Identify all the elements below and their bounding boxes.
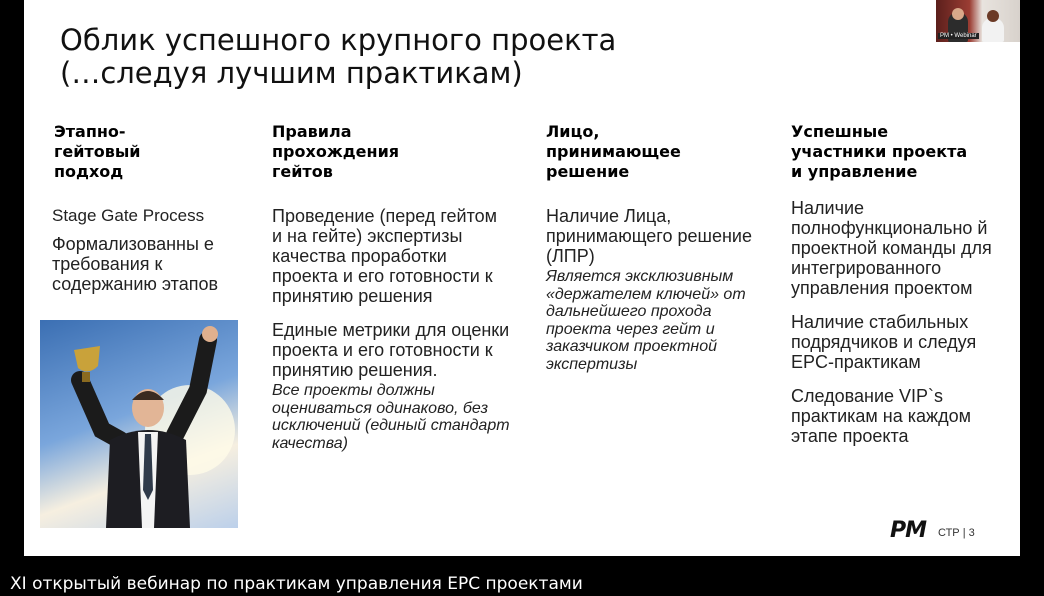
column-text: Наличие стабильных подрядчиков и следуя EPC-практикам [791,312,977,372]
column-decision-maker [546,122,766,373]
slide-title-line2: (…следуя лучшим практикам) [60,56,523,90]
column-heading: Лицо, принимающее решение [546,122,681,181]
pm-logo: PM [890,518,927,543]
webinar-caption: XI открытый вебинар по практикам управления EPC проектами [10,574,583,594]
slide-title-line1: Облик успешного крупного проекта [60,23,617,57]
column-heading: Этапно- гейтовый подход [54,122,141,181]
column-heading: Правила прохождения гейтов [272,122,400,181]
column-text: Следование VIP`s практикам на каждом этапе проекта [791,386,971,446]
column-stage-gate [52,122,252,294]
column-heading: Успешные участники проекта и управление [791,122,968,181]
success-photo [40,320,238,528]
slide-title [60,24,760,90]
column-subtitle: Stage Gate Process [52,206,205,225]
column-text: Проведение (перед гейтом и на гейте) экспертизы качества проработки проекта и его готовности к принятию решения [272,206,497,306]
column-text: Формализованны е требования к содержанию этапов [52,234,219,294]
column-text: Наличие Лица, принимающего решение (ЛПР) [546,206,752,266]
video-tag: PM • Webinar [940,33,977,39]
column-gate-rules [272,122,512,452]
column-note: Является эксклюзивным «держателем ключей» от дальнейшего прохода проекта через гейт и заказчиком проектной экспертизы [546,268,746,373]
column-text: Единые метрики для оценки проекта и его готовности к принятию решения. [272,320,510,380]
presentation-slide [24,0,1020,556]
page-number: СТР | 3 [938,527,975,539]
column-note: Все проекты должны оцениваться одинаково, без исключений (единый стандарт качества) [272,382,510,452]
column-participants [791,122,1011,446]
column-text: Наличие полнофункционально й проектной команды для интегрированного управления проектом [791,198,992,298]
webcam-video-thumbnail[interactable] [936,0,1020,42]
